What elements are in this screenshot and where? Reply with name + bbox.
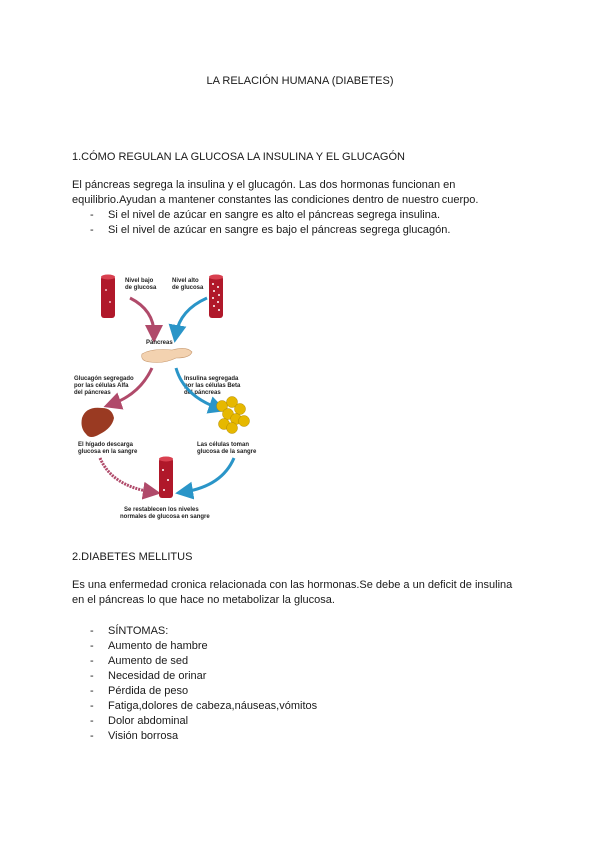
section1-heading: 1.CÓMO REGULAN LA GLUCOSA LA INSULINA Y EL GLUCAGÓN [72,151,405,163]
list-item: - Dolor abdominal [88,714,317,729]
document-title: LA RELACIÓN HUMANA (DIABETES) [206,75,394,87]
high-to-pancreas-arrow-icon [176,298,207,334]
cells-label-line1: Las células toman [197,442,250,448]
section1-paragraph-line1: El páncreas segrega la insulina y el glucagón. Las dos hormonas funcionan en [72,179,456,191]
glucagon-label-line1: Glucagón segregado [74,376,134,382]
insulin-label-line3: del páncreas [184,390,221,396]
glucagon-label-line2: por las células Alfa [74,383,129,389]
pancreas-icon [142,348,192,362]
list-item: - Si el nivel de azúcar en sangre es alto el páncreas segrega insulina. [88,208,450,223]
list-item: - Si el nivel de azúcar en sangre es bajo el páncreas segrega glucagón. [88,223,450,238]
insulin-label-line2: por las células Beta [184,383,241,389]
section2-paragraph-line1: Es una enfermedad cronica relacionada con las hormonas.Se debe a un deficit de insulina [72,579,513,591]
body-cells-icon [217,397,250,434]
list-item: - Aumento de hambre [88,639,317,654]
section2-heading: 2.DIABETES MELLITUS [72,551,193,563]
liver-icon [82,408,115,437]
high-glucose-label-line1: Nivel alto [172,278,199,284]
cells-to-blood-arrow-icon [184,458,234,492]
liver-label-line1: El hígado descarga [78,442,134,448]
high-glucose-vessel-icon [209,275,223,319]
list-item: - Visión borrosa [88,729,317,744]
pancreas-label: Páncreas [146,340,173,346]
glucose-regulation-diagram [72,268,282,528]
section1-paragraph-line2: equilibrio.Ayudan a mantener constantes las condiciones dentro de nuestro cuerpo. [72,194,479,206]
liver-label-line2: glucosa en la sangre [78,449,138,455]
symptoms-list [88,624,317,744]
low-glucose-label-line2: de glucosa [125,285,157,291]
low-to-pancreas-arrow-icon [130,298,154,334]
high-glucose-label-line2: de glucosa [172,285,204,291]
section1-bullet-list [88,208,450,238]
list-item: - Fatiga,dolores de cabeza,náuseas,vómitos [88,699,317,714]
list-item: - SÍNTOMAS: [88,624,317,639]
glucagon-label-line3: del páncreas [74,390,111,396]
low-glucose-vessel-icon [101,275,115,319]
list-item: - Pérdida de peso [88,684,317,699]
cells-label-line2: glucosa de la sangre [197,449,257,455]
section2-paragraph-line2: en el páncreas lo que hace no metabolizar la glucosa. [72,594,335,606]
restore-label-line1: Se restablecen los niveles [124,507,199,513]
list-item: - Necesidad de orinar [88,669,317,684]
restore-label-line2: normales de glucosa en sangre [120,514,210,520]
insulin-label-line1: Insulina segregada [184,376,239,382]
low-glucose-label-line1: Nivel bajo [125,278,154,284]
liver-to-blood-arrow-icon [100,458,152,492]
normal-glucose-vessel-icon [159,457,173,499]
list-item: - Aumento de sed [88,654,317,669]
